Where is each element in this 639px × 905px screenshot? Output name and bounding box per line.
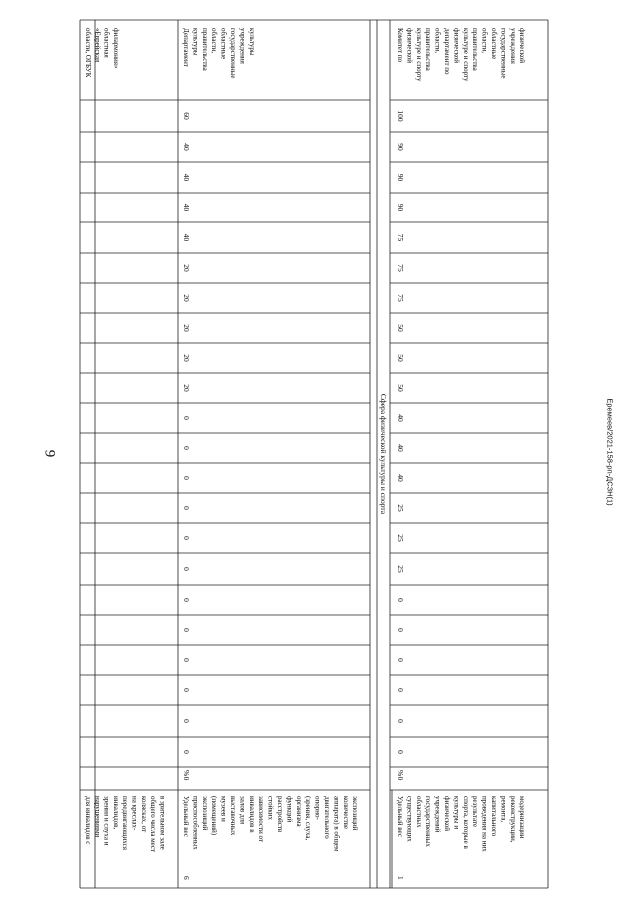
row1-value: 50 <box>396 324 405 332</box>
row1-value: 25 <box>396 504 405 512</box>
row6-value: 0 <box>182 719 191 723</box>
row6-responsible-line: области, <box>210 28 219 54</box>
row1-value: 75 <box>396 233 405 242</box>
row6-label-line: Удельный вес <box>182 796 190 837</box>
document-code: Еремеев/2021-158-рп-ДСЗН(1) <box>605 398 615 506</box>
fragment-responsible-line: «Еврейская <box>93 28 102 63</box>
row1-responsible-line: области, <box>433 28 442 54</box>
fragment-label-line: для инвалидов с <box>84 796 92 845</box>
table-grid <box>80 20 548 888</box>
row6-label-line: экспозиций <box>200 796 209 831</box>
row1-value: 0 <box>396 598 405 602</box>
row1-unit: % <box>396 770 405 777</box>
row6-value: 0 <box>182 688 191 692</box>
row6-responsible-line: культуры <box>247 28 256 56</box>
row6-value: 60 <box>182 112 191 120</box>
row1-value: 40 <box>396 474 405 482</box>
row1-value: 25 <box>396 534 405 542</box>
row6-label-line: организма <box>294 796 303 827</box>
fragment-label-line: общего числа мест <box>149 796 158 853</box>
row6-label-line: экспозиций <box>351 796 360 831</box>
row1-responsible-line: департамент по <box>443 28 451 75</box>
row1-responsible-line: культуре и спорту <box>414 28 423 82</box>
page-number: 9 <box>41 449 58 458</box>
row6-value: 0 <box>182 446 191 450</box>
table-cells <box>84 28 526 880</box>
fragment-label-line: на креслах- <box>130 796 139 831</box>
row1-label-line: модернизации <box>518 796 527 839</box>
row1-value: 50 <box>396 384 405 392</box>
row6-value: 40 <box>182 143 191 151</box>
row1-value: 0 <box>396 776 405 781</box>
row1-responsible-line: Комитет по <box>396 28 404 63</box>
row6-label-line: приспособленных <box>191 796 200 850</box>
fragment-label-line: передвигающихся <box>121 796 130 850</box>
row6-value: 0 <box>182 598 191 602</box>
row6-value: 20 <box>182 264 191 272</box>
row1-value: 0 <box>396 628 405 632</box>
row6-label-line: музеев и <box>219 796 228 822</box>
row1-number: 1 <box>396 876 405 880</box>
fragment-responsible-line: области, ОГБУК <box>84 28 92 78</box>
row6-value: 40 <box>182 203 191 212</box>
row1-value: 0 <box>396 658 405 662</box>
row6-label-line: (помещений) <box>210 796 219 836</box>
row1-responsible-line: физической <box>405 28 414 63</box>
row6-label-line: количестве <box>341 796 350 830</box>
row6-value: 0 <box>182 416 191 420</box>
fragment-responsible-line: областная <box>102 28 111 58</box>
row1-label-line: результате <box>471 796 480 828</box>
row1-value: 40 <box>396 414 405 422</box>
row1-label-line: Удельный вес <box>396 796 404 837</box>
row6-value: 0 <box>182 658 191 662</box>
row1-value: 0 <box>396 719 405 723</box>
row1-label-line: капитального <box>490 796 498 837</box>
row1-responsible-line: областные <box>490 28 498 60</box>
row6-unit: % <box>182 770 191 777</box>
section-title: Сфера физической культуры и спорта <box>379 393 388 515</box>
row1-value: 50 <box>396 354 405 362</box>
row6-value: 0 <box>182 567 191 571</box>
row1-label-line: проведения на них <box>480 796 489 852</box>
row6-value: 0 <box>182 750 191 754</box>
fragment-label-line: инвалидов, <box>111 796 120 830</box>
row6-value: 20 <box>182 354 191 362</box>
row1-value: 75 <box>396 264 405 272</box>
row1-responsible-line: физической <box>518 28 527 63</box>
fragment-responsible-line: филармония» <box>111 28 120 69</box>
row1-label-line: существующих <box>405 796 414 842</box>
row6-label-line: выставочных <box>229 796 237 836</box>
row6-label-line: расстройств <box>276 796 284 833</box>
row1-responsible-line: государственные <box>499 28 508 79</box>
row6-responsible-line: областные <box>219 28 228 60</box>
row6-value: 20 <box>182 324 191 332</box>
row1-value: 90 <box>396 173 405 182</box>
row6-label-line: аппарата) в общем <box>332 796 341 852</box>
row1-value: 25 <box>396 565 405 573</box>
row6-value: 0 <box>182 536 191 540</box>
row6-label-line: (зрения, слуха, <box>304 796 313 841</box>
row1-label-line: реконструкции, <box>508 796 517 843</box>
row1-responsible-line: правительства <box>424 28 433 71</box>
row1-value: 90 <box>396 203 405 212</box>
row1-responsible-line: культуре и спорту <box>461 28 470 82</box>
row1-label-line: физической <box>443 796 451 831</box>
row6-responsible-line: учреждения <box>238 28 247 64</box>
row6-label-line: двигательного <box>323 796 331 839</box>
row1-label-line: областных <box>414 796 423 828</box>
row6-responsible-line: государственные <box>229 28 237 79</box>
row6-label-line: инвалидов в <box>247 796 256 833</box>
row1-responsible-line: учреждения <box>508 28 517 64</box>
row1-label-line: спорта, которые в <box>461 796 470 849</box>
row6-number: 6 <box>182 876 191 880</box>
row1-value: 75 <box>396 294 405 302</box>
row1-label-line: учреждений <box>433 796 442 833</box>
row6-label-line: зависимости от <box>257 796 266 843</box>
row6-value: 0 <box>182 476 191 480</box>
row6-label-line: залов для <box>238 796 247 825</box>
row1-value: 0 <box>396 688 405 692</box>
row1-label-line: государственных <box>424 796 433 847</box>
row6-label-line: функций <box>285 796 294 823</box>
row1-responsible-line: области, <box>480 28 489 54</box>
row1-responsible-line: правительства <box>471 28 480 71</box>
row6-responsible-line: культуры <box>191 28 200 56</box>
row6-value: 40 <box>182 233 191 242</box>
row1-value: 0 <box>396 750 405 754</box>
row1-value: 40 <box>396 444 405 452</box>
row6-value: 0 <box>182 506 191 510</box>
row6-value: 40 <box>182 173 191 182</box>
fragment-label-line: колясках, от <box>139 796 148 833</box>
fragment-label-line: в зрительном зале <box>158 796 167 850</box>
row6-value: 0 <box>182 628 191 632</box>
row1-responsible-line: физической <box>452 28 461 63</box>
row6-value: 20 <box>182 384 191 392</box>
row6-label-line: опорно- <box>313 796 322 820</box>
row1-value: 90 <box>396 143 405 151</box>
fragment-label-line: нарушениями <box>93 796 102 838</box>
fragment-label-line: зрения и слуха и <box>102 796 111 846</box>
row6-responsible-line: Департамент <box>182 28 190 67</box>
row1-label-line: культуры и <box>452 796 461 830</box>
row1-value: 100 <box>396 110 405 122</box>
row6-label-line: стойких <box>266 796 275 820</box>
row6-value: 20 <box>182 294 191 302</box>
row6-responsible-line: правительства <box>200 28 209 71</box>
row6-value: 0 <box>182 776 191 781</box>
row1-label-line: ремонта, <box>499 796 508 823</box>
